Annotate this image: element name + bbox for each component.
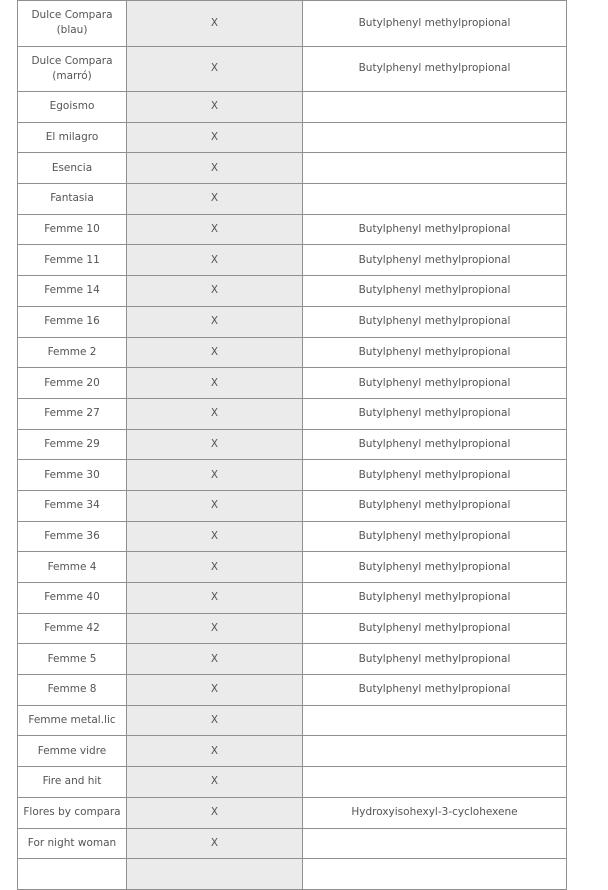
product-name-cell: Dulce Compara (blau) (18, 1, 127, 47)
table-row (18, 122, 567, 153)
allergen-cell: Hydroxyisohexyl-3-cyclohexene (303, 797, 567, 828)
mark-cell (127, 859, 303, 890)
product-name-cell: El milagro (18, 122, 127, 153)
mark-cell: X (127, 337, 303, 368)
product-name-cell: Femme 40 (18, 583, 127, 614)
mark-cell: X (127, 306, 303, 337)
product-name-cell: Femme 42 (18, 613, 127, 644)
allergen-cell: Butylphenyl methylpropional (303, 521, 567, 552)
table-row (18, 859, 567, 890)
product-name-cell: Femme 34 (18, 490, 127, 521)
allergen-cell: Butylphenyl methylpropional (303, 46, 567, 92)
table-row (18, 306, 567, 337)
mark-cell: X (127, 552, 303, 583)
table-row (18, 92, 567, 123)
allergen-cell (303, 736, 567, 767)
table-row (18, 184, 567, 215)
table-row (18, 46, 567, 92)
table-row (18, 675, 567, 706)
product-name-cell: Femme vidre (18, 736, 127, 767)
table-row (18, 398, 567, 429)
product-name-cell (18, 859, 127, 890)
mark-cell: X (127, 368, 303, 399)
allergen-cell: Butylphenyl methylpropional (303, 306, 567, 337)
table-row (18, 245, 567, 276)
table-row (18, 214, 567, 245)
mark-cell: X (127, 736, 303, 767)
allergen-cell: Butylphenyl methylpropional (303, 398, 567, 429)
table-row (18, 337, 567, 368)
mark-cell: X (127, 153, 303, 184)
table-row (18, 736, 567, 767)
allergen-cell (303, 705, 567, 736)
allergen-cell (303, 122, 567, 153)
product-name-cell: Femme 10 (18, 214, 127, 245)
mark-cell: X (127, 92, 303, 123)
product-name-cell: Femme 27 (18, 398, 127, 429)
mark-cell: X (127, 460, 303, 491)
table-row (18, 1, 567, 47)
table-row (18, 613, 567, 644)
product-name-cell: Dulce Compara (marró) (18, 46, 127, 92)
allergen-cell: Butylphenyl methylpropional (303, 368, 567, 399)
allergen-cell: Butylphenyl methylpropional (303, 1, 567, 47)
table-row (18, 552, 567, 583)
allergen-cell: Butylphenyl methylpropional (303, 675, 567, 706)
product-name-cell: Femme 14 (18, 276, 127, 307)
allergen-cell (303, 859, 567, 890)
product-name-cell: Femme 20 (18, 368, 127, 399)
allergen-cell (303, 767, 567, 798)
mark-cell: X (127, 490, 303, 521)
mark-cell: X (127, 675, 303, 706)
table-row (18, 521, 567, 552)
mark-cell: X (127, 1, 303, 47)
allergen-cell (303, 184, 567, 215)
product-name-cell: Fire and hit (18, 767, 127, 798)
product-name-cell: Femme 30 (18, 460, 127, 491)
mark-cell: X (127, 398, 303, 429)
table-row (18, 429, 567, 460)
product-name-cell: Esencia (18, 153, 127, 184)
table-row (18, 153, 567, 184)
product-name-cell: Femme 11 (18, 245, 127, 276)
mark-cell: X (127, 276, 303, 307)
mark-cell: X (127, 46, 303, 92)
product-name-cell: Femme 16 (18, 306, 127, 337)
table-row (18, 828, 567, 859)
allergen-cell: Butylphenyl methylpropional (303, 276, 567, 307)
allergen-table (17, 0, 567, 890)
mark-cell: X (127, 797, 303, 828)
product-name-cell: Femme 4 (18, 552, 127, 583)
table-row (18, 767, 567, 798)
allergen-cell: Butylphenyl methylpropional (303, 583, 567, 614)
allergen-cell: Butylphenyl methylpropional (303, 429, 567, 460)
allergen-cell: Butylphenyl methylpropional (303, 644, 567, 675)
product-name-cell: Femme 29 (18, 429, 127, 460)
table-row (18, 368, 567, 399)
product-name-cell: Fantasia (18, 184, 127, 215)
table-row (18, 705, 567, 736)
allergen-cell: Butylphenyl methylpropional (303, 490, 567, 521)
allergen-cell: Butylphenyl methylpropional (303, 460, 567, 491)
allergen-cell: Butylphenyl methylpropional (303, 552, 567, 583)
product-name-cell: Femme 2 (18, 337, 127, 368)
mark-cell: X (127, 122, 303, 153)
allergen-cell (303, 828, 567, 859)
mark-cell: X (127, 828, 303, 859)
mark-cell: X (127, 583, 303, 614)
allergen-cell: Butylphenyl methylpropional (303, 613, 567, 644)
allergen-cell: Butylphenyl methylpropional (303, 245, 567, 276)
product-name-cell: Egoismo (18, 92, 127, 123)
table-row (18, 490, 567, 521)
product-name-cell: For night woman (18, 828, 127, 859)
table-row (18, 583, 567, 614)
allergen-cell: Butylphenyl methylpropional (303, 214, 567, 245)
product-name-cell: Flores by compara (18, 797, 127, 828)
product-name-cell: Femme 8 (18, 675, 127, 706)
allergen-cell: Butylphenyl methylpropional (303, 337, 567, 368)
allergen-cell (303, 153, 567, 184)
table-row (18, 276, 567, 307)
mark-cell: X (127, 429, 303, 460)
product-name-cell: Femme metal.lic (18, 705, 127, 736)
mark-cell: X (127, 613, 303, 644)
product-name-cell: Femme 36 (18, 521, 127, 552)
allergen-table-body (18, 1, 567, 890)
table-row (18, 644, 567, 675)
product-name-cell: Femme 5 (18, 644, 127, 675)
table-row (18, 797, 567, 828)
mark-cell: X (127, 767, 303, 798)
allergen-cell (303, 92, 567, 123)
mark-cell: X (127, 214, 303, 245)
mark-cell: X (127, 184, 303, 215)
mark-cell: X (127, 705, 303, 736)
mark-cell: X (127, 245, 303, 276)
mark-cell: X (127, 521, 303, 552)
table-row (18, 460, 567, 491)
mark-cell: X (127, 644, 303, 675)
